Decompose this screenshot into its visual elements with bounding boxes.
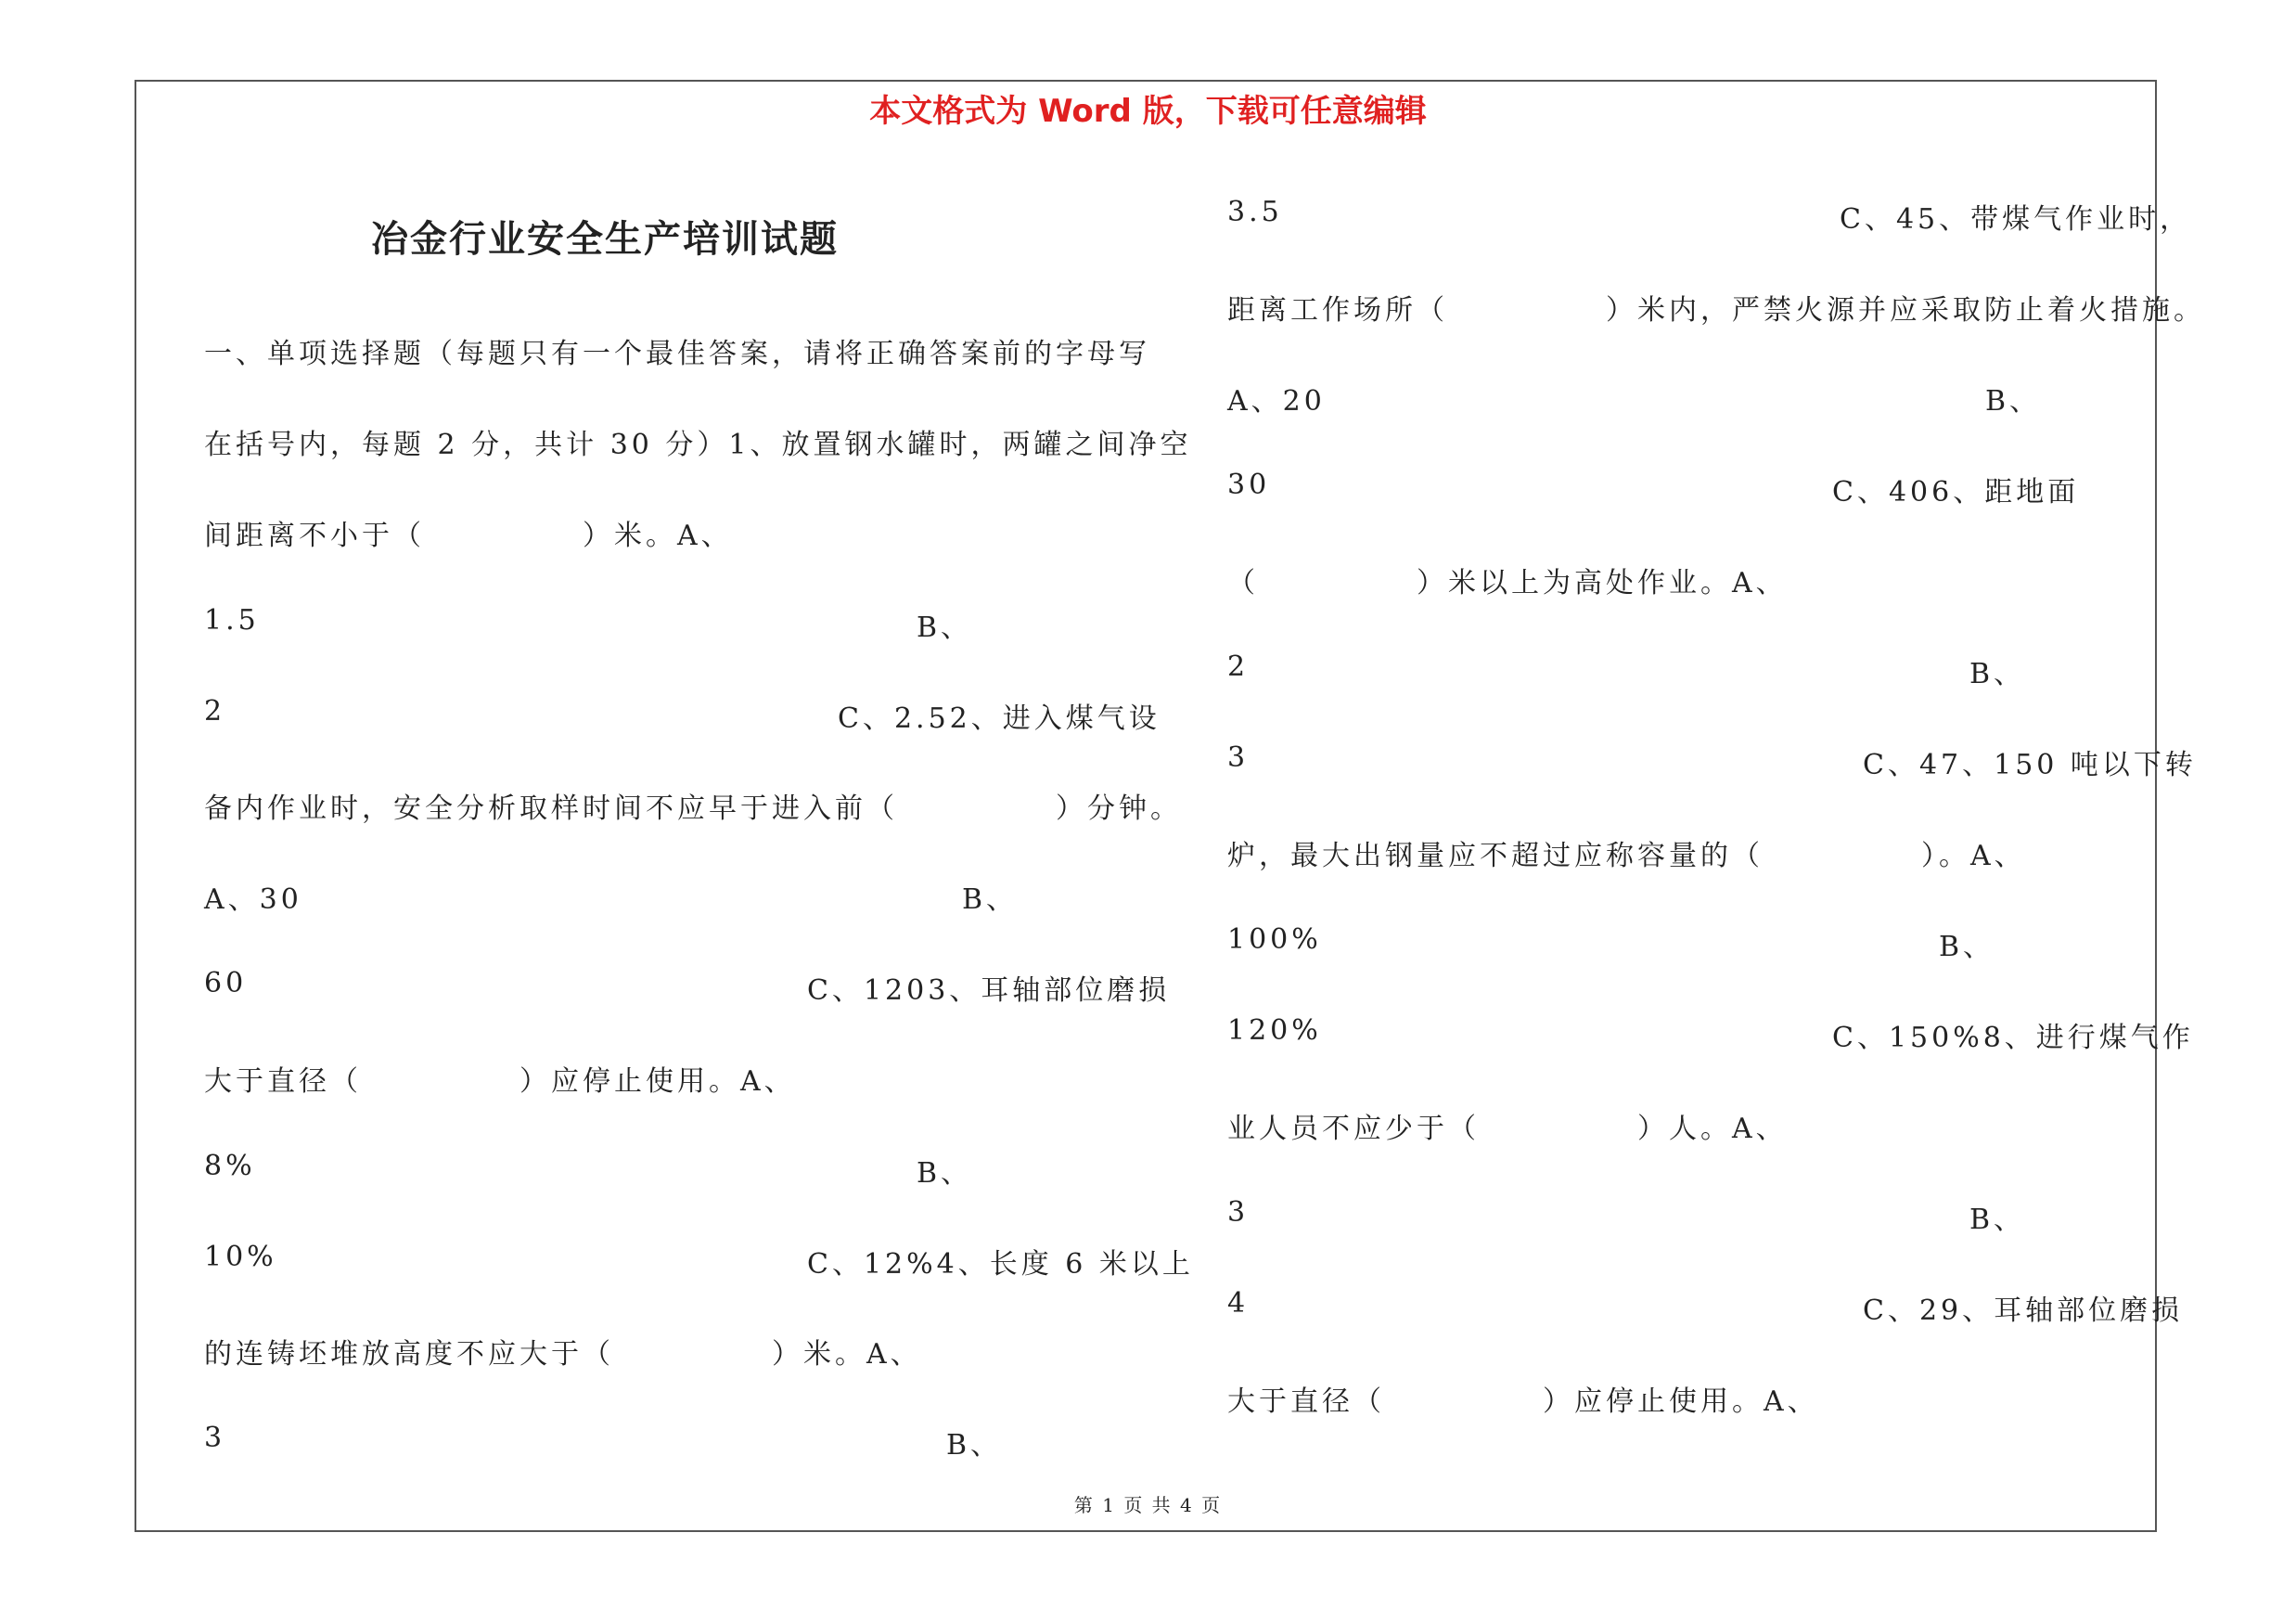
right-line: 炉，最大出钢量应不超过应称容量的（ ）。A、 <box>1227 840 2026 872</box>
right-line: 大于直径（ ）应停止使用。A、 <box>1227 1385 1819 1418</box>
right-line: 3.5 <box>1227 196 1283 228</box>
left-line: 8% <box>204 1150 256 1182</box>
right-line-option: C、47、150 吨以下转 <box>1863 749 2197 781</box>
left-line: 1.5 <box>204 604 260 637</box>
right-line-option: B、 <box>1969 1204 2026 1236</box>
left-line: 一、单项选择题（每题只有一个最佳答案，请将正确答案前的字母写 <box>204 338 1150 370</box>
right-line: 距离工作场所（ ）米内，严禁火源并应采取防止着火措施。 <box>1227 294 2205 327</box>
right-line-option: B、 <box>1969 658 2026 690</box>
left-line-option: C、1203、耳轴部位磨损 <box>807 974 1171 1007</box>
right-line-option: C、45、带煤气作业时， <box>1840 203 2192 236</box>
left-line-option: B、 <box>946 1429 1003 1462</box>
left-line: 的连铸坯堆放高度不应大于（ ）米。A、 <box>204 1338 922 1371</box>
left-line: 间距离不小于（ ）米。A、 <box>204 520 733 552</box>
right-line: A、20 <box>1227 385 1326 418</box>
right-line: 2 <box>1227 650 1250 683</box>
right-line-option: C、29、耳轴部位磨损 <box>1863 1295 2184 1327</box>
left-line: 在括号内，每题 2 分，共计 30 分）1、放置钢水罐时，两罐之间净空 <box>204 429 1192 461</box>
left-line-option: C、12%4、长度 6 米以上 <box>807 1248 1194 1281</box>
right-line: 业人员不应少于（ ）人。A、 <box>1227 1113 1788 1145</box>
left-line-option: B、 <box>917 612 973 644</box>
left-line-option: B、 <box>917 1157 973 1190</box>
right-line: 120% <box>1227 1014 1322 1047</box>
left-line-option: C、2.52、进入煤气设 <box>838 702 1161 735</box>
right-line: 3 <box>1227 741 1250 774</box>
left-line: 3 <box>204 1422 226 1454</box>
right-line-option: C、150%8、进行煤气作 <box>1832 1022 2194 1054</box>
left-line: 2 <box>204 695 226 728</box>
left-line: 60 <box>204 967 248 999</box>
left-line-option: B、 <box>962 883 1019 916</box>
right-line: 30 <box>1227 469 1271 501</box>
format-banner: 本文格式为 Word 版，下载可任意编辑 <box>869 93 1427 130</box>
right-line: （ ）米以上为高处作业。A、 <box>1227 567 1788 599</box>
right-line: 100% <box>1227 923 1322 956</box>
left-line: A、30 <box>204 883 302 916</box>
right-line-option: C、406、距地面 <box>1832 476 2080 509</box>
right-line-option: B、 <box>1939 931 1995 963</box>
page-footer: 第 1 页 共 4 页 <box>1073 1494 1223 1516</box>
left-line: 备内作业时，安全分析取样时间不应早于进入前（ ）分钟。 <box>204 792 1182 825</box>
document-title: 冶金行业安全生产培训试题 <box>371 217 839 261</box>
right-line-option: B、 <box>1985 385 2042 418</box>
left-line: 10% <box>204 1241 277 1273</box>
right-line: 3 <box>1227 1196 1250 1229</box>
right-line: 4 <box>1227 1287 1250 1320</box>
left-line: 大于直径（ ）应停止使用。A、 <box>204 1065 796 1098</box>
